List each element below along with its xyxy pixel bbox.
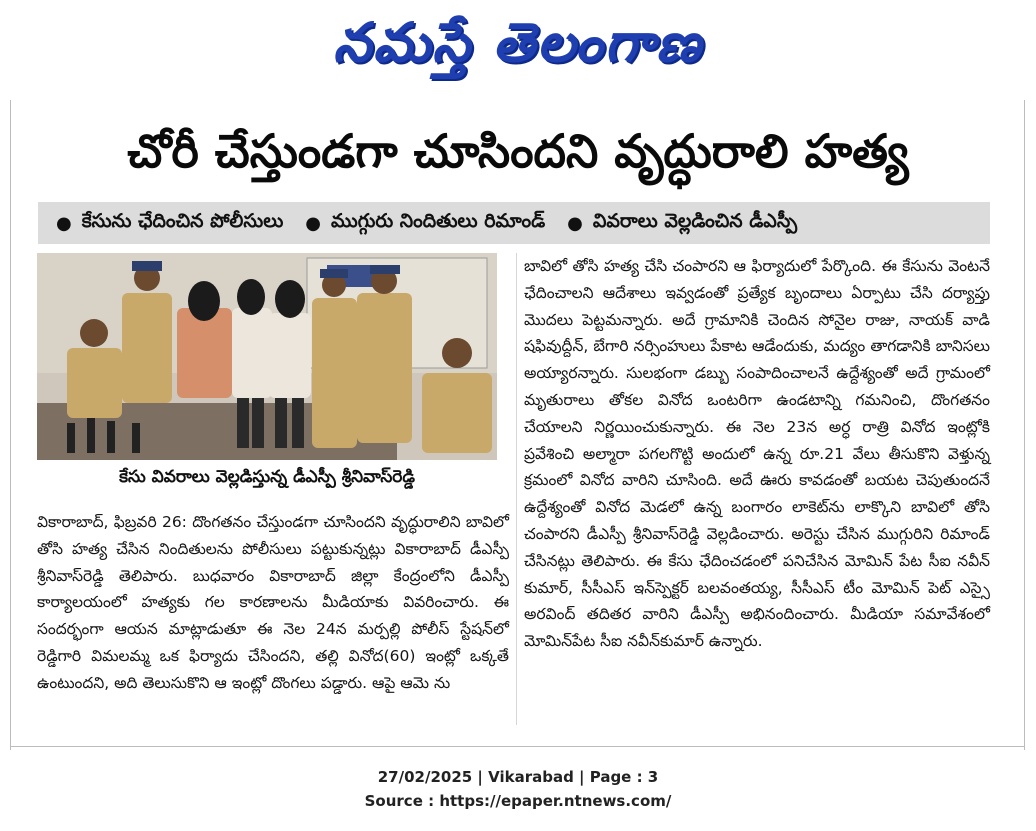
right-frame-line (1024, 100, 1025, 750)
highlight-item-2: ముగ్గురు నిందితులు రిమాండ్ (331, 209, 546, 232)
source-label: Source : (364, 792, 440, 810)
source-line (0, 792, 1036, 810)
article-body-left-column (37, 509, 509, 697)
bullet-icon: ● (56, 212, 72, 234)
bullet-icon: ● (567, 212, 583, 234)
edition-info: 27/02/2025 | Vikarabad | Page : 3 (377, 768, 659, 786)
left-frame-line (10, 100, 11, 750)
highlight-item-3: వివరాలు వెల్లడించిన డీఎస్పీ (592, 209, 798, 232)
news-photo (37, 253, 497, 460)
source-link[interactable]: https://epaper.ntnews.com/ (439, 792, 672, 810)
article-headline: చోరీ చేస్తుండగా చూసిందని వృద్ధురాలి హత్య (127, 124, 909, 178)
article-body-right-column (524, 253, 990, 655)
body-paragraph: వికారాబాద్, ఫిబ్రవరి 26: దొంగతనం చేస్తుండగా చూసిందని వృద్ధురాలిని బావిలో తోసి హత్య చేసిన నిందితులను పోలీసులు పట్టుకున్నట్లు వికారాబాద్ డీఎస్పీ శ్రీనివాస్‌రెడ్డి తెలిపారు. బుధవారం వికారాబాద్ జిల్లా కేంద్రంలోని డీఎస్పీ కార్యాలయంలో హత్యకు గల కారణాలను మీడియాకు వివరించారు. ఈ సందర్భంగా ఆయన మాట్లాడుతూ ఈ నెల 24న మర్పల్లి పోలీస్ స్టేషన్‌లో రెడ్డిగారి విమలమ్మ ఒక ఫిర్యాదు చేసిందని, తల్లి వినోద(60) ఇంట్లో ఒక్కతే ఉంటుందని, అది తెలుసుకొని ఆ ఇంట్లో దొంగలు పడ్డారు. ఆపై ఆమె ను (37, 513, 509, 692)
body-paragraph: బావిలో తోసి హత్య చేసి చంపారని ఆ ఫిర్యాదులో పేర్కొంది. ఈ కేసును వెంటనే ఛేదించాలని ఆదేశాలు ఇవ్వడంతో ప్రత్యేక బృందాలు ఏర్పాటు చేసి దర్యాప్తు మొదలు పెట్టమన్నారు. అదే గ్రామానికి చెందిన సోనైల రాజు, నాయక్ వాడి షఫివుద్దీన్, బేగారి నర్సింహులు పేకాట ఆడేందుకు, మద్యం తాగడానికి బానిసలు అయ్యారన్నారు. సులభంగా డబ్బు సంపాదించాలనే ఉద్దేశ్యంతో అదే గ్రామంలో మృతురాలు తోకల వినోద ఒంటరిగా ఉండటాన్ని గమనించి, దొంగతనం చేయాలని నిర్ణయించుకున్నారు. ఈ నెల 23న అర్ధ రాత్రి వినోద ఇంట్లోకి ప్రవేశించి అల్మారా పగలగొట్టి అందులో ఉన్న రూ.21 వేలు తీసుకొని వెళ్తున్న క్రమంలో వినోద వారిని చూసింది. అదే ఊరు కావడంతో బయట చెపుతుందనే ఉద్దేశ్యంతో వినోద మెడలో ఉన్న బంగారం లాకెట్‌ను లాక్కొని బావిలో తోసి చంపారని డీఎస్పీ శ్రీనివాస్‌రెడ్డి వెల్లడించారు. అరెస్టు చేసిన ముగ్గురిని రిమాండ్ చేసినట్లు తెలిపారు. ఈ కేసు ఛేదించడంలో పనిచేసిన మోమిన్ పేట సీఐ నవీన్ కుమార్, సీసీఎస్ ఇన్‌స్పెక్టర్ బలవంతయ్య, సీసీఎస్ టీం మోమిన్ పెట్ ఎస్సై అరవింద్ తదితర వారిని డీఎస్పీ అభినందించారు. మీడియా సమావేశంలో మోమిన్‌పేట సీఐ నవీన్‌కుమార్ ఉన్నారు. (524, 257, 990, 651)
photo-caption: కేసు వివరాలు వెల్లడిస్తున్న డీఎస్పీ శ్రీనివాస్‌రెడ్డి (119, 467, 415, 487)
police-press-meet-image (37, 253, 497, 460)
bullet-icon: ● (305, 212, 322, 234)
masthead (0, 0, 1036, 96)
highlight-item-1: కేసును ఛేదించిన పోలీసులు (81, 209, 284, 232)
column-divider (516, 253, 517, 725)
bottom-frame-line (10, 746, 1025, 747)
highlights-bar (38, 202, 990, 244)
newspaper-logo: నమస్తే తెలంగాణ (333, 11, 703, 74)
